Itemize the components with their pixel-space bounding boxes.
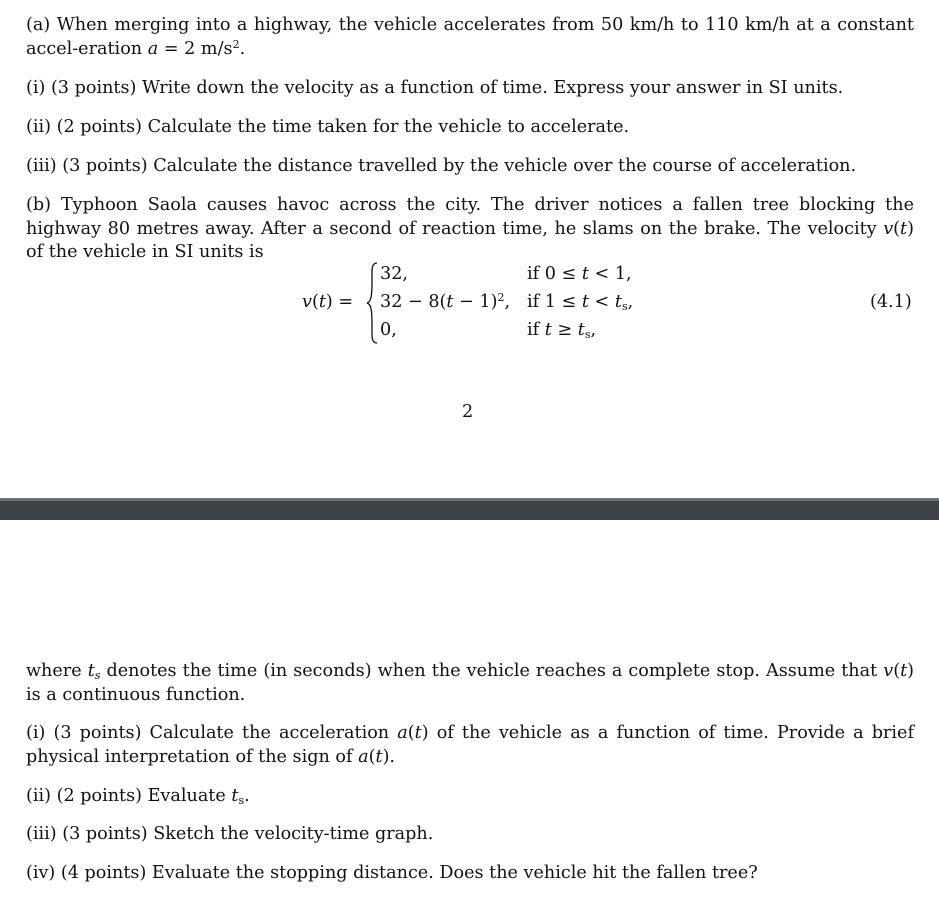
math-var-t: t — [414, 723, 422, 743]
left-brace-icon — [366, 262, 378, 344]
text-run: ). — [382, 746, 396, 767]
math-var-v: v — [883, 661, 894, 681]
part-a-question-iii: (iii) (3 points) Calculate the distance travelled by the vehicle over the course of acceleration. — [26, 156, 857, 176]
text-run: where — [26, 661, 88, 681]
text-run: . — [239, 38, 246, 59]
part-b-question-iii: (iii) (3 points) Sketch the velocity-time graph. — [26, 824, 434, 844]
text-run: if 1 ≤ — [527, 292, 582, 312]
text-run: (ii) (2 points) Evaluate — [26, 786, 232, 806]
math-var-t: t — [900, 661, 908, 681]
text-run: ) of the vehicle as a function of time. Provide a brief physical interpretation of the sign of — [26, 723, 914, 767]
text-run: ( — [311, 292, 319, 312]
math-var-t-s: t — [614, 292, 622, 312]
math-var-a: a — [397, 723, 408, 743]
text-run: . — [244, 786, 250, 806]
subscript: s — [621, 300, 628, 313]
text-run: denotes the time (in seconds) when the vehicle reaches a complete stop. Assume that — [100, 661, 884, 681]
case-3-condition — [527, 319, 596, 342]
text-run: < 1, — [588, 264, 632, 284]
math-var-t: t — [900, 218, 908, 239]
text-run: ) of the vehicle in SI units is — [26, 218, 914, 262]
text-run: ( — [368, 746, 376, 767]
math-var-a: a — [358, 746, 369, 767]
text-run: , — [504, 292, 511, 312]
case-2-condition — [527, 291, 633, 314]
text-run: km/h at a constant accel-eration — [26, 15, 914, 59]
text-run: ) is a continuous function. — [26, 661, 915, 705]
text-run: ≥ — [551, 320, 578, 340]
text-run: (b) Typhoon Saola causes havoc across the city. The driver notices a fallen tree blocking the highway — [26, 195, 914, 239]
part-b-question-ii — [26, 785, 914, 809]
text-run: = 2 m/s — [158, 38, 233, 59]
subscript: s — [238, 794, 245, 807]
text-run: − 1) — [453, 292, 498, 312]
math-var-v: v — [883, 218, 894, 239]
equation-lhs — [302, 291, 353, 314]
math-var-t: t — [544, 320, 552, 340]
page-number: 2 — [462, 402, 474, 422]
text-run: km/h to — [623, 15, 706, 35]
value-80: 80 — [107, 218, 131, 239]
document-page-lower — [0, 520, 939, 899]
text-run: (a) When merging into a highway, the vehicle accelerates from — [26, 15, 601, 35]
math-var-t: t — [375, 746, 383, 767]
case-1-value: 32, — [380, 264, 408, 284]
value-50: 50 — [600, 15, 624, 35]
part-a-question-ii: (ii) (2 points) Calculate the time taken for the vehicle to accelerate. — [26, 117, 630, 137]
part-b-question-iv: (iv) (4 points) Evaluate the stopping distance. Does the vehicle hit the fallen tree? — [26, 863, 758, 883]
page-separator — [0, 498, 939, 520]
math-var-t: t — [581, 264, 589, 284]
case-2-value — [380, 291, 510, 314]
part-a-intro — [26, 14, 914, 61]
text-run: ( — [893, 218, 901, 239]
text-run: if — [527, 320, 545, 340]
text-run: , — [590, 320, 597, 340]
math-var-t: t — [581, 292, 589, 312]
math-var-t-s: t — [231, 786, 239, 806]
math-var-t: t — [318, 292, 326, 312]
text-run: metres away. After a second of reaction time, he slams on the brake. The velocity — [130, 218, 884, 239]
math-var-t: t — [446, 292, 454, 312]
text-run: if 0 ≤ — [527, 264, 582, 284]
case-1-condition — [527, 263, 632, 286]
text-run: < — [588, 292, 615, 312]
math-var-v: v — [302, 292, 312, 312]
value-110: 110 — [705, 15, 739, 35]
text-run: ( — [893, 661, 901, 681]
exponent: 2 — [232, 37, 240, 51]
math-var-a: a — [147, 38, 159, 59]
math-var-t-s: t — [577, 320, 585, 340]
equation-number: (4.1) — [870, 292, 912, 312]
subscript: s — [94, 669, 101, 682]
subscript: s — [584, 328, 591, 341]
part-b-continuation — [26, 660, 914, 707]
text-run: ( — [407, 723, 415, 743]
math-var-t-s: t — [87, 661, 95, 681]
text-run: (i) (3 points) Calculate the acceleration — [26, 723, 398, 743]
text-run: , — [627, 292, 634, 312]
exponent: 2 — [497, 291, 505, 304]
part-a-question-i: (i) (3 points) Write down the velocity as a function of time. Express your answer in SI units. — [26, 78, 844, 98]
part-b-intro — [26, 194, 914, 265]
text-run: ) = — [325, 292, 354, 312]
part-b-question-i — [26, 722, 914, 769]
text-run: 32 − 8( — [380, 292, 447, 312]
case-3-value: 0, — [380, 320, 397, 340]
